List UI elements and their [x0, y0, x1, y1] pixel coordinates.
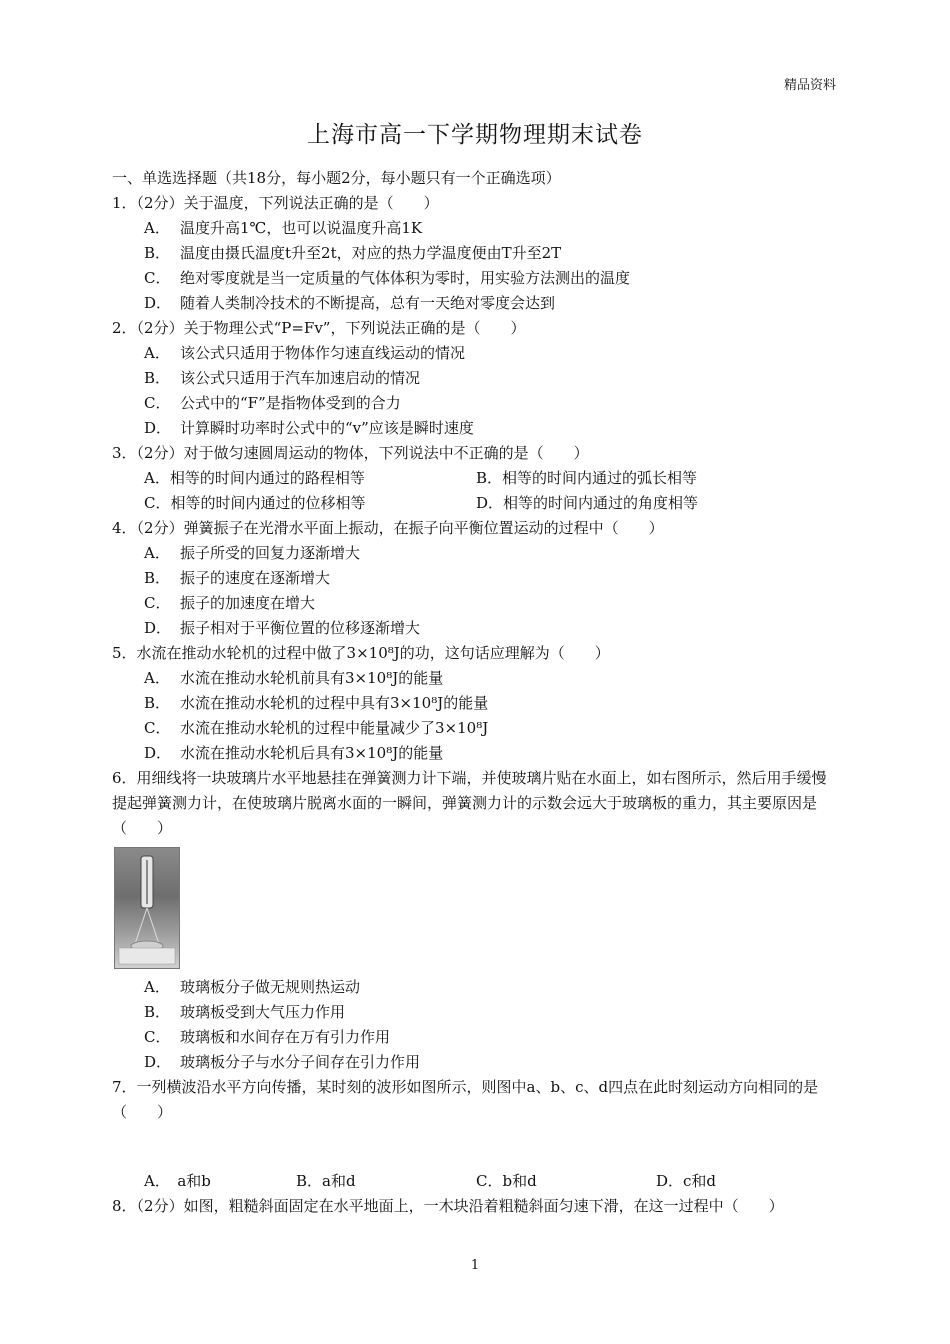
question-1-option-d: D． 随着人类制冷技术的不断提高，总有一天绝对零度会达到	[144, 294, 556, 312]
question-3-options-row-2	[112, 491, 840, 516]
question-7-figure-space	[112, 1125, 840, 1169]
question-3-option-d: D．相等的时间内通过的角度相等	[476, 494, 699, 512]
question-2-option-b: B． 该公式只适用于汽车加速启动的情况	[144, 369, 421, 387]
question-1-option-c: C． 绝对零度就是当一定质量的气体体积为零时，用实验方法测出的温度	[144, 269, 631, 287]
question-3-option-b: B．相等的时间内通过的弧长相等	[476, 469, 698, 487]
question-7-option-d: D．c和d	[656, 1172, 717, 1190]
question-3-option-c: C．相等的时间内通过的位移相等	[144, 494, 366, 512]
question-2-option-d: D． 计算瞬时功率时公式中的“v”应该是瞬时速度	[144, 419, 474, 437]
question-6-option-b: B． 玻璃板受到大气压力作用	[144, 1003, 346, 1021]
question-4-option-c: C． 振子的加速度在增大	[144, 594, 316, 612]
question-4-option-d: D． 振子相对于平衡位置的位移逐渐增大	[144, 619, 421, 637]
question-6-option-d: D． 玻璃板分子与水分子间存在引力作用	[144, 1053, 421, 1071]
question-6-stem: 6．用细线将一块玻璃片水平地悬挂在弹簧测力计下端，并使玻璃片贴在水面上，如右图所示，然后用手缓慢提起弹簧测力计，在使玻璃片脱离水面的一瞬间，弹簧测力计的示数会远大于玻璃板的重力，其主要原因是（ ）	[112, 769, 827, 837]
question-5-option-d: D． 水流在推动水轮机后具有3×10⁸J的能量	[144, 744, 444, 762]
exam-content	[112, 166, 840, 1219]
question-2-option-a: A． 该公式只适用于物体作匀速直线运动的情况	[144, 344, 466, 362]
question-3-options-row-1	[112, 466, 840, 491]
question-4-option-a: A． 振子所受的回复力逐渐增大	[144, 544, 361, 562]
page-number: 1	[470, 1258, 480, 1273]
question-5-stem: 5．水流在推动水轮机的过程中做了3×10⁸J的功，这句话应理解为（ ）	[112, 644, 610, 662]
question-7-option-a: A． a和b	[144, 1172, 211, 1190]
question-1-option-a: A． 温度升高1℃，也可以说温度升高1K	[144, 219, 423, 237]
question-7-option-c: C．b和d	[476, 1172, 537, 1190]
question-2-option-c: C． 公式中的“F”是指物体受到的合力	[144, 394, 401, 412]
question-6-option-a: A． 玻璃板分子做无规则热运动	[144, 978, 361, 996]
question-1-option-b: B． 温度由摄氏温度t升至2t，对应的热力学温度便由T升至2T	[144, 244, 562, 262]
question-2-stem: 2．（2分）关于物理公式“P=Fv”，下列说法正确的是（ ）	[112, 319, 526, 337]
corner-label: 精品资料	[783, 78, 836, 93]
question-5-option-b: B． 水流在推动水轮机的过程中具有3×10⁸J的能量	[144, 694, 489, 712]
question-7-option-b: B．a和d	[296, 1172, 356, 1190]
section-heading: 一、单选选择题（共18分，每小题2分，每小题只有一个正确选项）	[112, 169, 561, 187]
question-7-stem: 7．一列横波沿水平方向传播，某时刻的波形如图所示，则图中a、b、c、d四点在此时刻运动方向相同的是（ ）	[112, 1078, 819, 1121]
question-4-stem: 4．（2分）弹簧振子在光滑水平面上振动，在振子向平衡位置运动的过程中（ ）	[112, 519, 664, 537]
question-5-option-c: C． 水流在推动水轮机的过程中能量减少了3×10⁸J	[144, 719, 489, 737]
question-3-option-a: A．相等的时间内通过的路程相等	[144, 469, 365, 487]
question-1-stem: 1．（2分）关于温度，下列说法正确的是（ ）	[112, 194, 439, 212]
question-8-stem: 8．（2分）如图，粗糙斜面固定在水平地面上，一木块沿着粗糙斜面匀速下滑，在这一过程中（ ）	[112, 1197, 784, 1215]
spring-scale-photo	[114, 847, 180, 969]
question-4-option-b: B． 振子的速度在逐渐增大	[144, 569, 331, 587]
spring-scale-figure	[115, 848, 179, 968]
question-5-option-a: A． 水流在推动水轮机前具有3×10⁸J的能量	[144, 669, 444, 687]
question-6-option-c: C． 玻璃板和水间存在万有引力作用	[144, 1028, 391, 1046]
question-7-options	[112, 1169, 840, 1194]
page-title: 上海市高一下学期物理期末试卷	[307, 122, 643, 148]
question-3-stem: 3．（2分）对于做匀速圆周运动的物体，下列说法中不正确的是（ ）	[112, 444, 589, 462]
